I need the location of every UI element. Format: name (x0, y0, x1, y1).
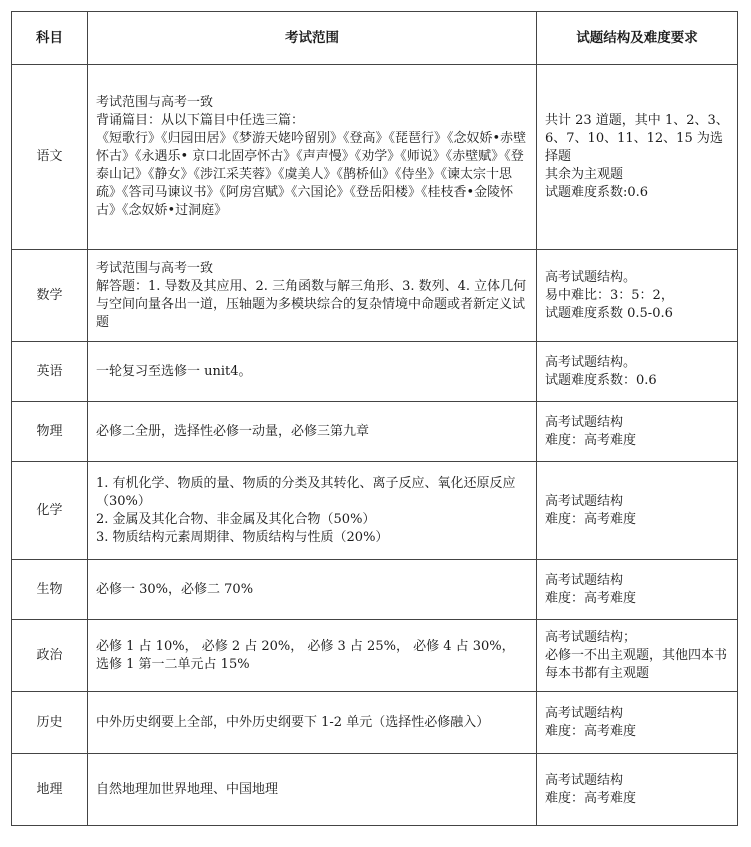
table-row (12, 65, 738, 250)
requirement-cell (537, 560, 738, 620)
scope-line: 《短歌行》《归园田居》《梦游天姥吟留别》《登高》《琵琶行》《念奴娇•赤壁怀古》《永遇乐• 京口北固亭怀古》《声声慢》《劝学》《师说》《赤壁赋》《登泰山记》《静女》《涉江采芙蓉》《虞美人》《鹊桥仙》《侍坐》《谏太宗十思疏》《答司马谏议书》《阿房宫赋》《六国论》《登岳阳楼》《桂枝香•金陵怀古》《念奴娇•过洞庭》 (96, 131, 527, 218)
scope-cell (88, 342, 537, 402)
requirement-cell (537, 250, 738, 342)
header-subject: 科目 (12, 12, 88, 65)
scope-line: 必修 1 占 10%， 必修 2 占 20%， 必修 3 占 25%， 必修 4 占 30%， 选修 1 第一二单元占 15% (96, 638, 515, 672)
table-row (12, 462, 738, 560)
scope-line: 解答题：1. 导数及其应用、2. 三角函数与解三角形、3. 数列、4. 立体几何与空间向量各出一道，压轴题为多模块综合的复杂情境中命题或者新定义试题 (96, 278, 527, 330)
scope-cell (88, 462, 537, 560)
requirement-line: 易中难比：3：5：2， (545, 287, 674, 303)
scope-line: 必修二全册，选择性必修一动量，必修三第九章 (96, 423, 370, 439)
requirement-cell (537, 402, 738, 462)
scope-cell (88, 754, 537, 826)
requirement-line: 高考试题结构。 (545, 269, 637, 285)
scope-line: 自然地理加世界地理、中国地理 (96, 781, 279, 797)
scope-cell (88, 692, 537, 754)
requirement-cell (537, 65, 738, 250)
scope-cell (88, 560, 537, 620)
scope-line: 中外历史纲要上全部，中外历史纲要下 1-2 单元（选择性必修融入） (96, 714, 490, 730)
scope-line: 3. 物质结构元素周期律、物质结构与性质（20%） (96, 529, 389, 545)
requirement-line: 共计 23 道题，其中 1、2、3、6、7、10、11、12、15 为选择题 (545, 113, 729, 164)
requirement-cell (537, 692, 738, 754)
requirement-cell (537, 462, 738, 560)
table-row (12, 620, 738, 692)
subject-cell: 语文 (12, 65, 88, 250)
requirement-line: 试题难度系数 0.5-0.6 (545, 305, 673, 321)
table-row (12, 754, 738, 826)
scope-cell (88, 65, 537, 250)
subject-cell: 政治 (12, 620, 88, 692)
requirement-line: 高考试题结构。 (545, 354, 637, 370)
subject-cell: 物理 (12, 402, 88, 462)
table-body (12, 65, 738, 826)
scope-line: 考试范围与高考一致 (96, 260, 214, 276)
subject-cell: 化学 (12, 462, 88, 560)
requirement-line: 必修一不出主观题，其他四本书每本书都有主观题 (545, 647, 728, 681)
scope-cell (88, 250, 537, 342)
requirement-line: 高考试题结构 (545, 493, 624, 509)
scope-cell (88, 620, 537, 692)
requirement-line: 难度：高考难度 (545, 432, 637, 448)
requirement-cell (537, 342, 738, 402)
subject-cell: 地理 (12, 754, 88, 826)
requirement-line: 高考试题结构 (545, 414, 624, 430)
requirement-cell (537, 754, 738, 826)
table-row (12, 402, 738, 462)
requirement-line: 高考试题结构 (545, 772, 624, 788)
requirement-line: 其余为主观题 (545, 167, 624, 182)
scope-line: 考试范围与高考一致 (96, 95, 214, 110)
requirement-line: 高考试题结构 (545, 572, 624, 588)
subject-cell: 历史 (12, 692, 88, 754)
table-header-row (12, 12, 738, 65)
subject-cell: 生物 (12, 560, 88, 620)
header-requirement: 试题结构及难度要求 (537, 12, 738, 65)
requirement-line: 试题难度系数:0.6 (545, 185, 649, 200)
requirement-line: 试题难度系数：0.6 (545, 372, 657, 388)
table-row (12, 342, 738, 402)
scope-line: 一轮复习至选修一 unit4。 (96, 363, 252, 379)
scope-line: 背诵篇目：从以下篇目中任选三篇： (96, 113, 305, 128)
scope-line: 2. 金属及其化合物、非金属及其化合物（50%） (96, 511, 376, 527)
requirement-line: 难度：高考难度 (545, 511, 637, 527)
subject-cell: 数学 (12, 250, 88, 342)
table-row (12, 250, 738, 342)
requirement-cell (537, 620, 738, 692)
table-row (12, 692, 738, 754)
exam-scope-table (11, 11, 738, 826)
table-row (12, 560, 738, 620)
requirement-line: 高考试题结构； (545, 629, 637, 645)
requirement-line: 难度：高考难度 (545, 590, 637, 606)
scope-cell (88, 402, 537, 462)
scope-line: 必修一 30%，必修二 70% (96, 581, 254, 597)
header-scope: 考试范围 (88, 12, 537, 65)
scope-line: 1. 有机化学、物质的量、物质的分类及其转化、离子反应、氧化还原反应（30%） (96, 475, 516, 509)
requirement-line: 难度：高考难度 (545, 723, 637, 739)
requirement-line: 高考试题结构 (545, 705, 624, 721)
subject-cell: 英语 (12, 342, 88, 402)
requirement-line: 难度：高考难度 (545, 790, 637, 806)
